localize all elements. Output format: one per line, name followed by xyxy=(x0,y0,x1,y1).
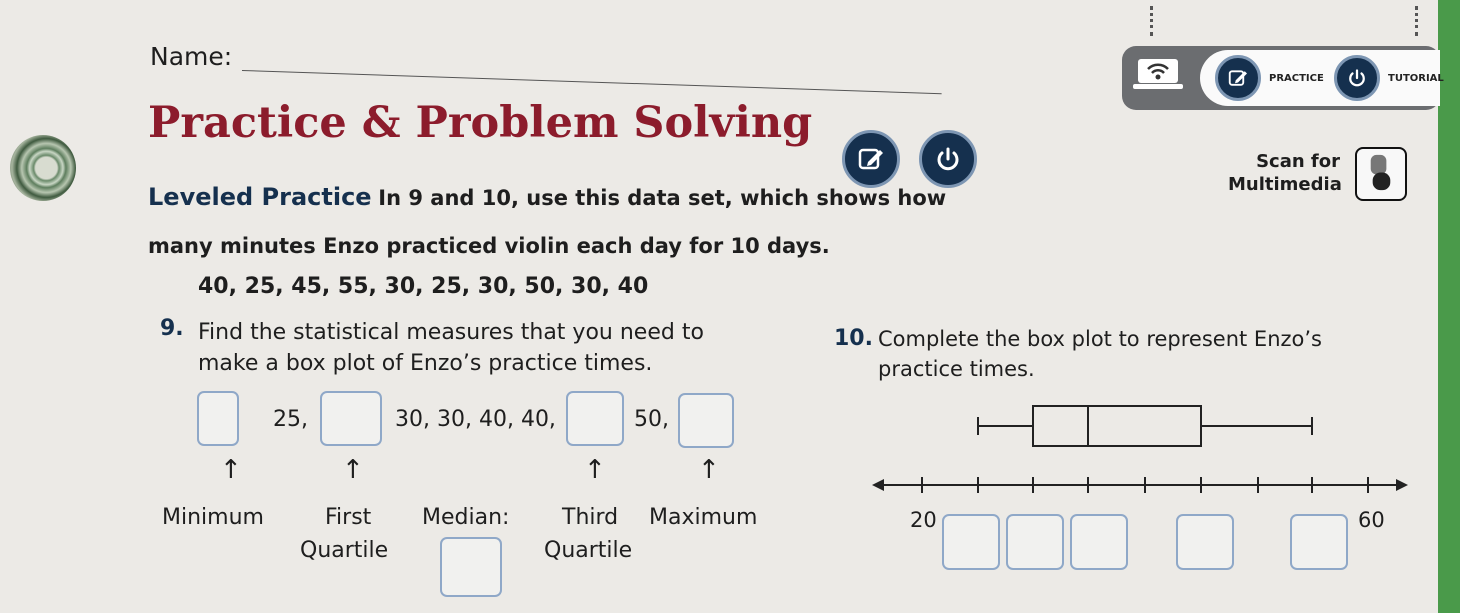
arrow-up-icon: ↑ xyxy=(342,455,364,485)
minimum-answer-box[interactable] xyxy=(197,391,239,446)
intro-text-e: , use this data set, which shows how xyxy=(511,186,947,210)
maximum-answer-box[interactable] xyxy=(678,393,734,448)
q10-line-1: Complete the box plot to represent Enzo’s xyxy=(878,327,1322,351)
box xyxy=(1033,406,1201,446)
axis-label-60: 60 xyxy=(1358,508,1385,532)
q9-number: 9. xyxy=(160,316,184,341)
perforation-right xyxy=(1415,6,1422,36)
data-set: 40, 25, 45, 55, 30, 25, 30, 50, 30, 40 xyxy=(198,274,649,299)
label-quartile-1: Quartile xyxy=(300,538,389,563)
seq-25: 25, xyxy=(273,407,308,432)
page-edge xyxy=(1438,0,1460,613)
q10-line-2: practice times. xyxy=(878,357,1035,381)
toolbar-tutorial-label[interactable]: TUTORIAL xyxy=(1388,73,1444,84)
q10-number: 10. xyxy=(834,326,873,351)
q9-line-1: Find the statistical measures that you need to xyxy=(198,320,704,345)
intro-text-a: In xyxy=(378,186,409,210)
intro-q10-ref: 10 xyxy=(481,186,511,210)
scan-label xyxy=(1228,150,1340,196)
arrow-up-icon: ↑ xyxy=(584,455,606,485)
label-first: First xyxy=(325,505,372,530)
name-field[interactable] xyxy=(242,70,942,94)
arrow-up-icon: ↑ xyxy=(698,455,720,485)
label-third: Third xyxy=(562,505,619,530)
scan-line-1: Scan for xyxy=(1256,151,1340,172)
toolbar-practice-icon[interactable] xyxy=(1215,55,1261,101)
qr-code-icon[interactable] xyxy=(1355,147,1407,201)
intro-line-2: many minutes Enzo practiced violin each day for 10 days. xyxy=(148,234,830,258)
q9-line-2: make a box plot of Enzo’s practice times. xyxy=(198,351,653,376)
tick-label-box[interactable] xyxy=(942,514,1000,570)
label-minimum: Minimum xyxy=(162,505,264,530)
tick-label-box[interactable] xyxy=(1006,514,1064,570)
toolbar-tutorial-icon[interactable] xyxy=(1334,55,1380,101)
name-label: Name: xyxy=(150,42,233,71)
intro-text-c: and xyxy=(422,186,482,210)
label-maximum: Maximum xyxy=(649,505,758,530)
pencil-icon xyxy=(1226,66,1250,90)
pencil-icon xyxy=(855,143,887,175)
first-quartile-answer-box[interactable] xyxy=(320,391,382,446)
power-icon xyxy=(1345,66,1369,90)
leveled-practice-label: Leveled Practice xyxy=(148,183,372,211)
label-quartile-3: Quartile xyxy=(544,538,633,563)
scan-line-2: Multimedia xyxy=(1228,174,1342,195)
tick-label-box[interactable] xyxy=(1070,514,1128,570)
arrow-left-icon xyxy=(872,479,884,491)
arrow-up-icon: ↑ xyxy=(220,455,242,485)
laptop-wifi-icon[interactable] xyxy=(1133,57,1183,91)
perforation-left xyxy=(1150,6,1157,36)
median-answer-box[interactable] xyxy=(440,537,502,597)
axis-label-20: 20 xyxy=(910,508,937,532)
box-plot xyxy=(870,395,1410,505)
binder-hole xyxy=(10,135,76,201)
intro-line-1 xyxy=(148,182,946,213)
third-quartile-answer-box[interactable] xyxy=(566,391,624,446)
toolbar-practice-label[interactable]: PRACTICE xyxy=(1269,73,1324,84)
page-title: Practice & Problem Solving xyxy=(148,98,813,148)
label-median: Median: xyxy=(422,505,510,530)
arrow-right-icon xyxy=(1396,479,1408,491)
power-icon xyxy=(932,143,964,175)
tick-label-box[interactable] xyxy=(1290,514,1348,570)
seq-50: 50, xyxy=(634,407,669,432)
practice-icon[interactable] xyxy=(842,130,900,188)
intro-q9-ref: 9 xyxy=(408,186,423,210)
tutorial-icon[interactable] xyxy=(919,130,977,188)
tick-label-box[interactable] xyxy=(1176,514,1234,570)
seq-middle: 30, 30, 40, 40, xyxy=(395,407,556,432)
